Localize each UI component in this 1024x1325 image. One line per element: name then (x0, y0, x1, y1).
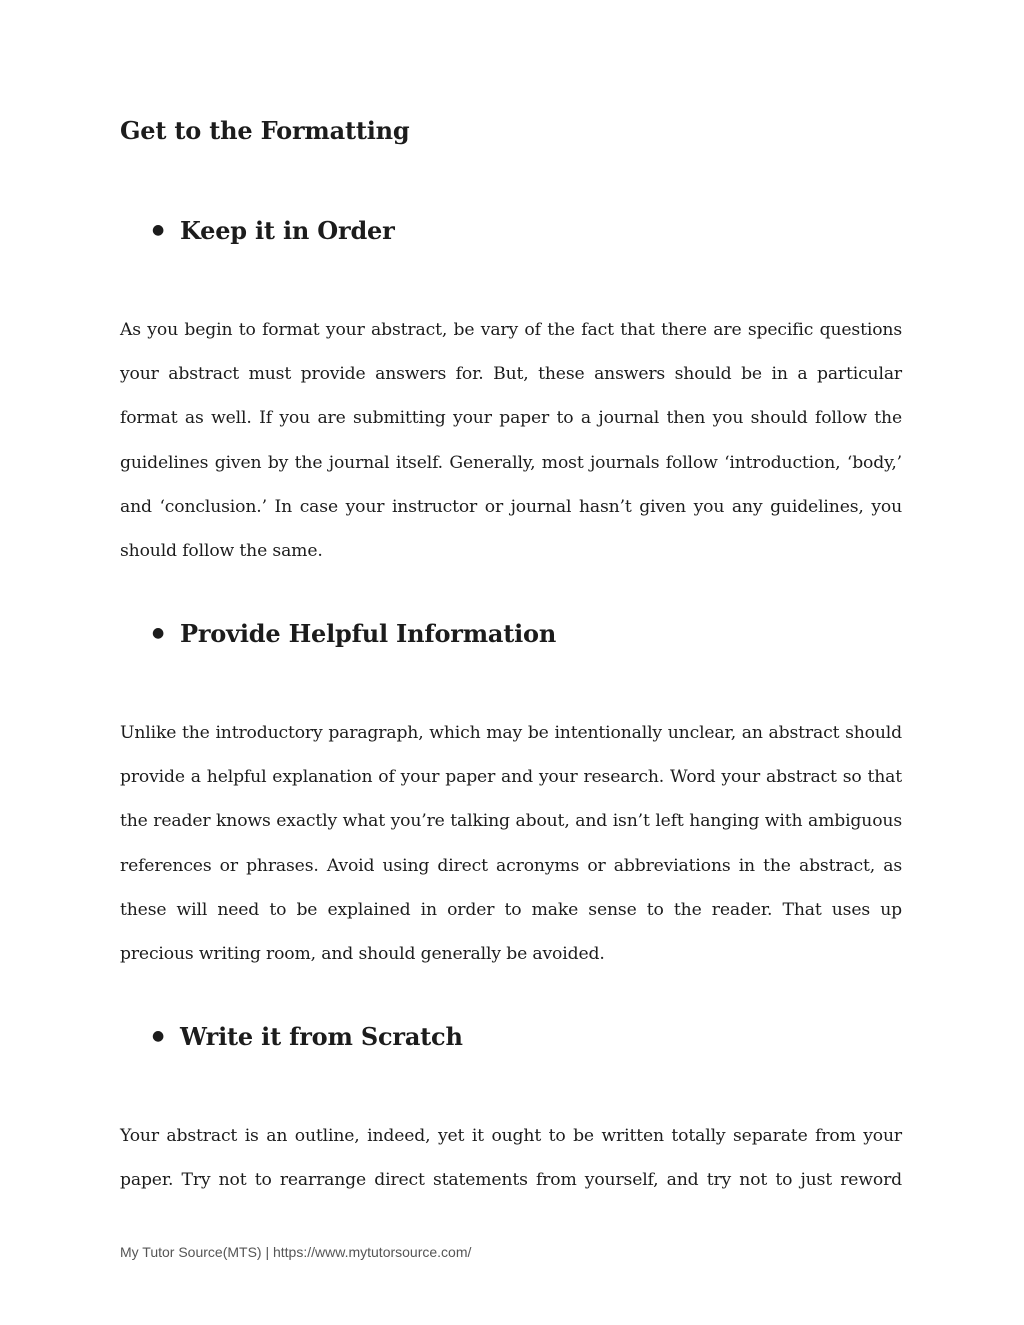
section-paragraph-provide-helpful-information: Unlike the introductory paragraph, which may be intentionally unclear, an abstract should provide a helpful explanation of your paper and your research. Word your abstract so that the reader knows exactly what you’re talking about, and isn’t left hanging with ambiguous references or phrases. Avoid using direct acronyms or abbreviations in the abstract, as these will need to be explained in order to make sense to the reader. That uses up precious writing room, and should generally be avoided. (120, 723, 902, 965)
bullet-icon: ● (152, 1027, 165, 1044)
section-paragraph-write-it-from-scratch: Your abstract is an outline, indeed, yet it ought to be written totally separate from your paper. Try not to rearrange direct statements from yourself, and try not to just reword (120, 1126, 902, 1191)
section-heading-text: Write it from Scratch (180, 1022, 463, 1051)
section-heading-text: Keep it in Order (180, 216, 395, 245)
section-heading-provide-helpful-information (152, 619, 556, 648)
section-heading-keep-it-in-order (152, 216, 395, 245)
section-paragraph-keep-it-in-order: As you begin to format your abstract, be vary of the fact that there are specific questions your abstract must provide answers for. But, these answers should be in a particular format as well. If you are submitting your paper to a journal then you should follow the guidelines given by the journal itself. Generally, most journals follow ‘introduction, ‘body,’ and ‘conclusion.’ In case your instructor or journal hasn’t given you any guidelines, you should follow the same. (120, 320, 902, 562)
section-heading-write-it-from-scratch (152, 1022, 463, 1051)
bullet-icon: ● (152, 624, 165, 641)
bullet-icon: ● (152, 221, 165, 238)
section-heading-text: Provide Helpful Information (180, 619, 557, 648)
page-title: Get to the Formatting (120, 116, 410, 145)
page-footer: My Tutor Source(MTS) | https://www.mytutorsource.com/ (120, 1244, 472, 1260)
